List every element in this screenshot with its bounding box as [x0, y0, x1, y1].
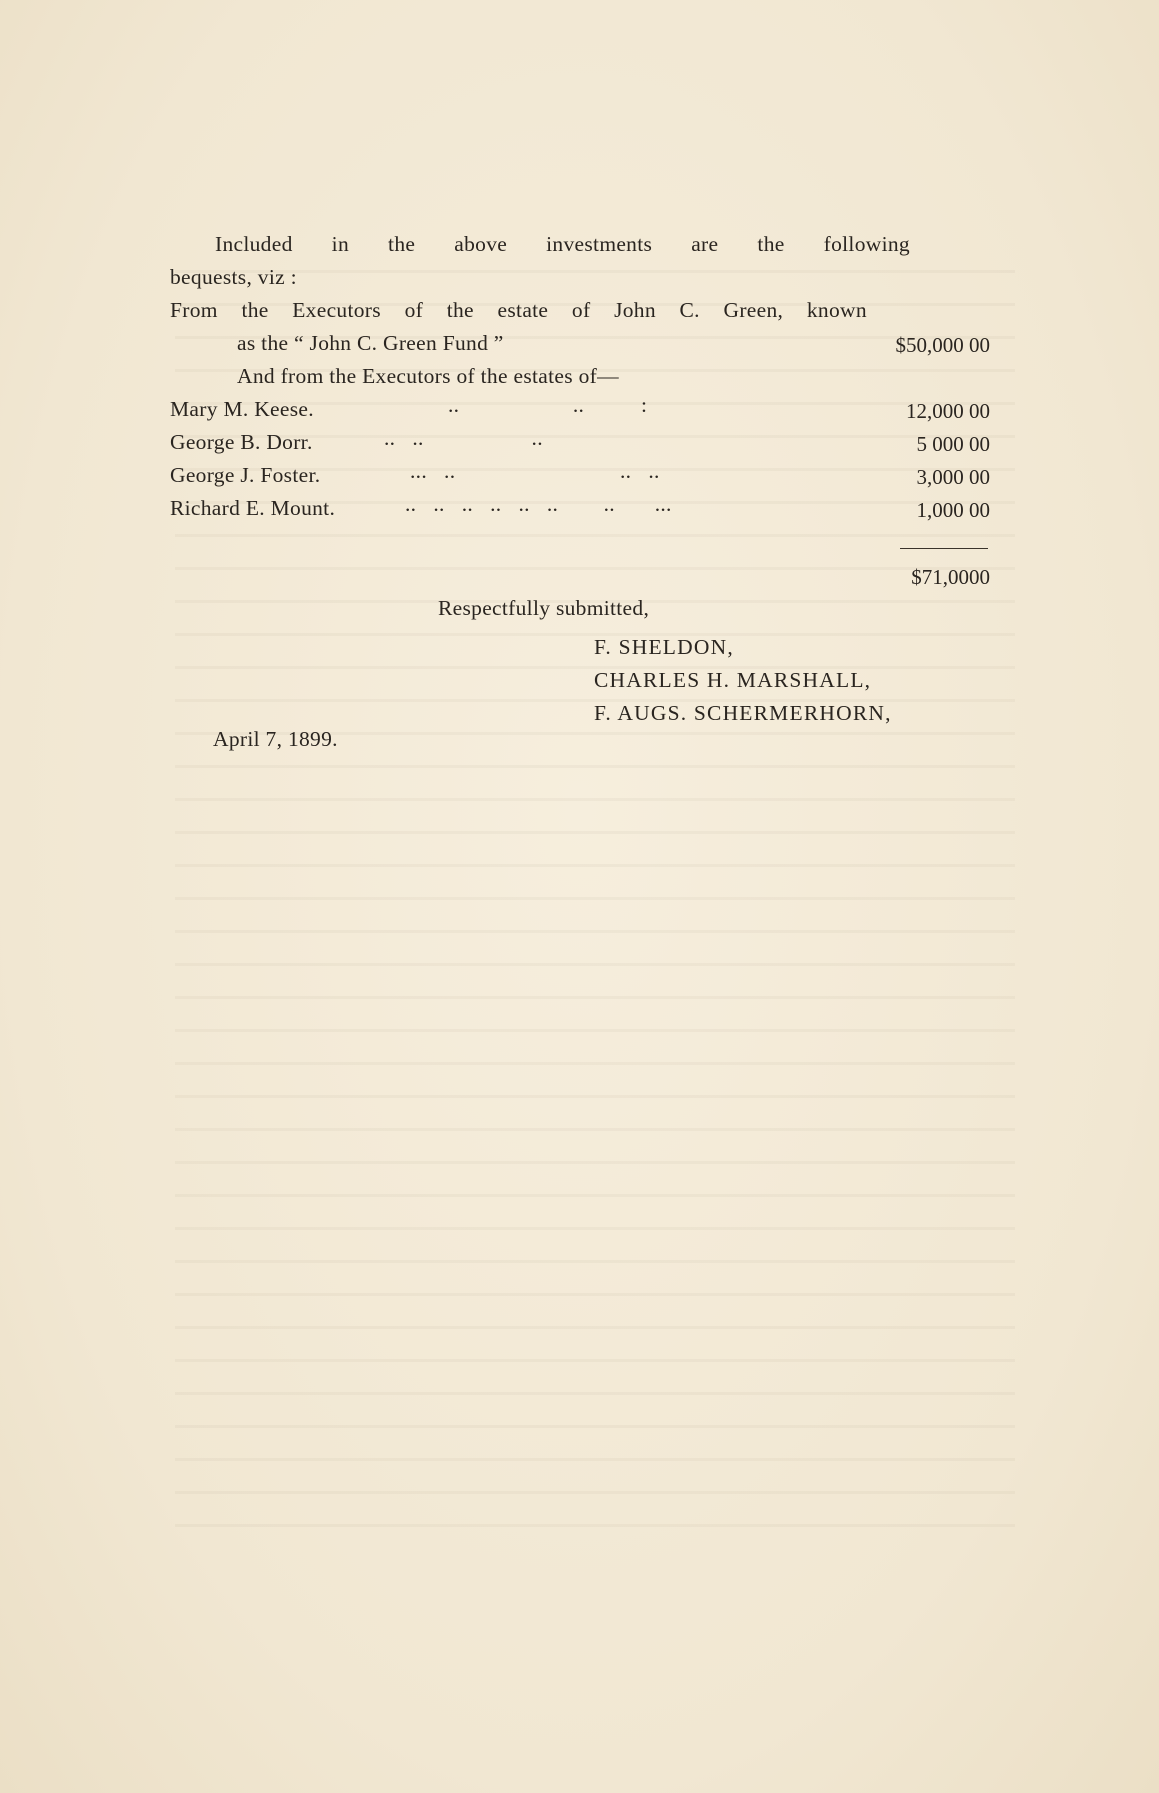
word: C.	[679, 298, 700, 322]
green-fund-amount: $50,000 00	[895, 333, 990, 357]
word: the	[757, 232, 785, 256]
bequest-amount: 3,000 00	[916, 465, 990, 489]
signatory: F. AUGS. SCHERMERHORN,	[594, 701, 892, 725]
total-rule	[900, 548, 988, 549]
signatory: CHARLES H. MARSHALL,	[594, 668, 872, 692]
bequest-name: George B. Dorr.	[170, 430, 313, 454]
total-amount: $71,0000	[911, 565, 990, 589]
word: John	[614, 298, 656, 322]
signatory: F. SHELDON,	[594, 635, 734, 659]
bequest-amount: 5 000 00	[916, 432, 990, 456]
word: known	[806, 298, 867, 322]
word: estate	[497, 298, 549, 322]
word: above	[454, 232, 508, 256]
intro-line-3	[170, 298, 867, 323]
bequest-name: George J. Foster.	[170, 463, 321, 487]
bequest-amount: 1,000 00	[916, 498, 990, 522]
bequest-name: Mary M. Keese.	[170, 397, 314, 421]
word: the	[388, 232, 416, 256]
intro-line-2: bequests, viz :	[170, 265, 297, 289]
report-date: April 7, 1899.	[213, 727, 338, 751]
word: investments	[546, 232, 653, 256]
intro-line-5: And from the Executors of the estates of—	[237, 364, 619, 388]
closing-line: Respectfully submitted,	[438, 596, 650, 620]
intro-line-4: as the “ John C. Green Fund ”	[237, 331, 504, 355]
word: following	[823, 232, 910, 256]
bequest-name: Richard E. Mount.	[170, 496, 336, 520]
dot-leader: .. .. :	[448, 393, 648, 417]
word: of	[404, 298, 424, 322]
dot-leader: ... .. .. ..	[410, 459, 660, 483]
bequest-amount: 12,000 00	[906, 399, 990, 423]
word: From	[170, 298, 218, 322]
intro-line-1	[215, 232, 910, 257]
word: Green,	[723, 298, 784, 322]
dot-leader: .. .. .. .. .. .. .. ...	[405, 492, 672, 516]
word: in	[331, 232, 349, 256]
word: Executors	[292, 298, 381, 322]
word: the	[446, 298, 474, 322]
word: are	[691, 232, 719, 256]
word: Included	[215, 232, 293, 256]
word: the	[241, 298, 269, 322]
word: of	[571, 298, 591, 322]
dot-leader: .. .. ..	[384, 426, 543, 450]
